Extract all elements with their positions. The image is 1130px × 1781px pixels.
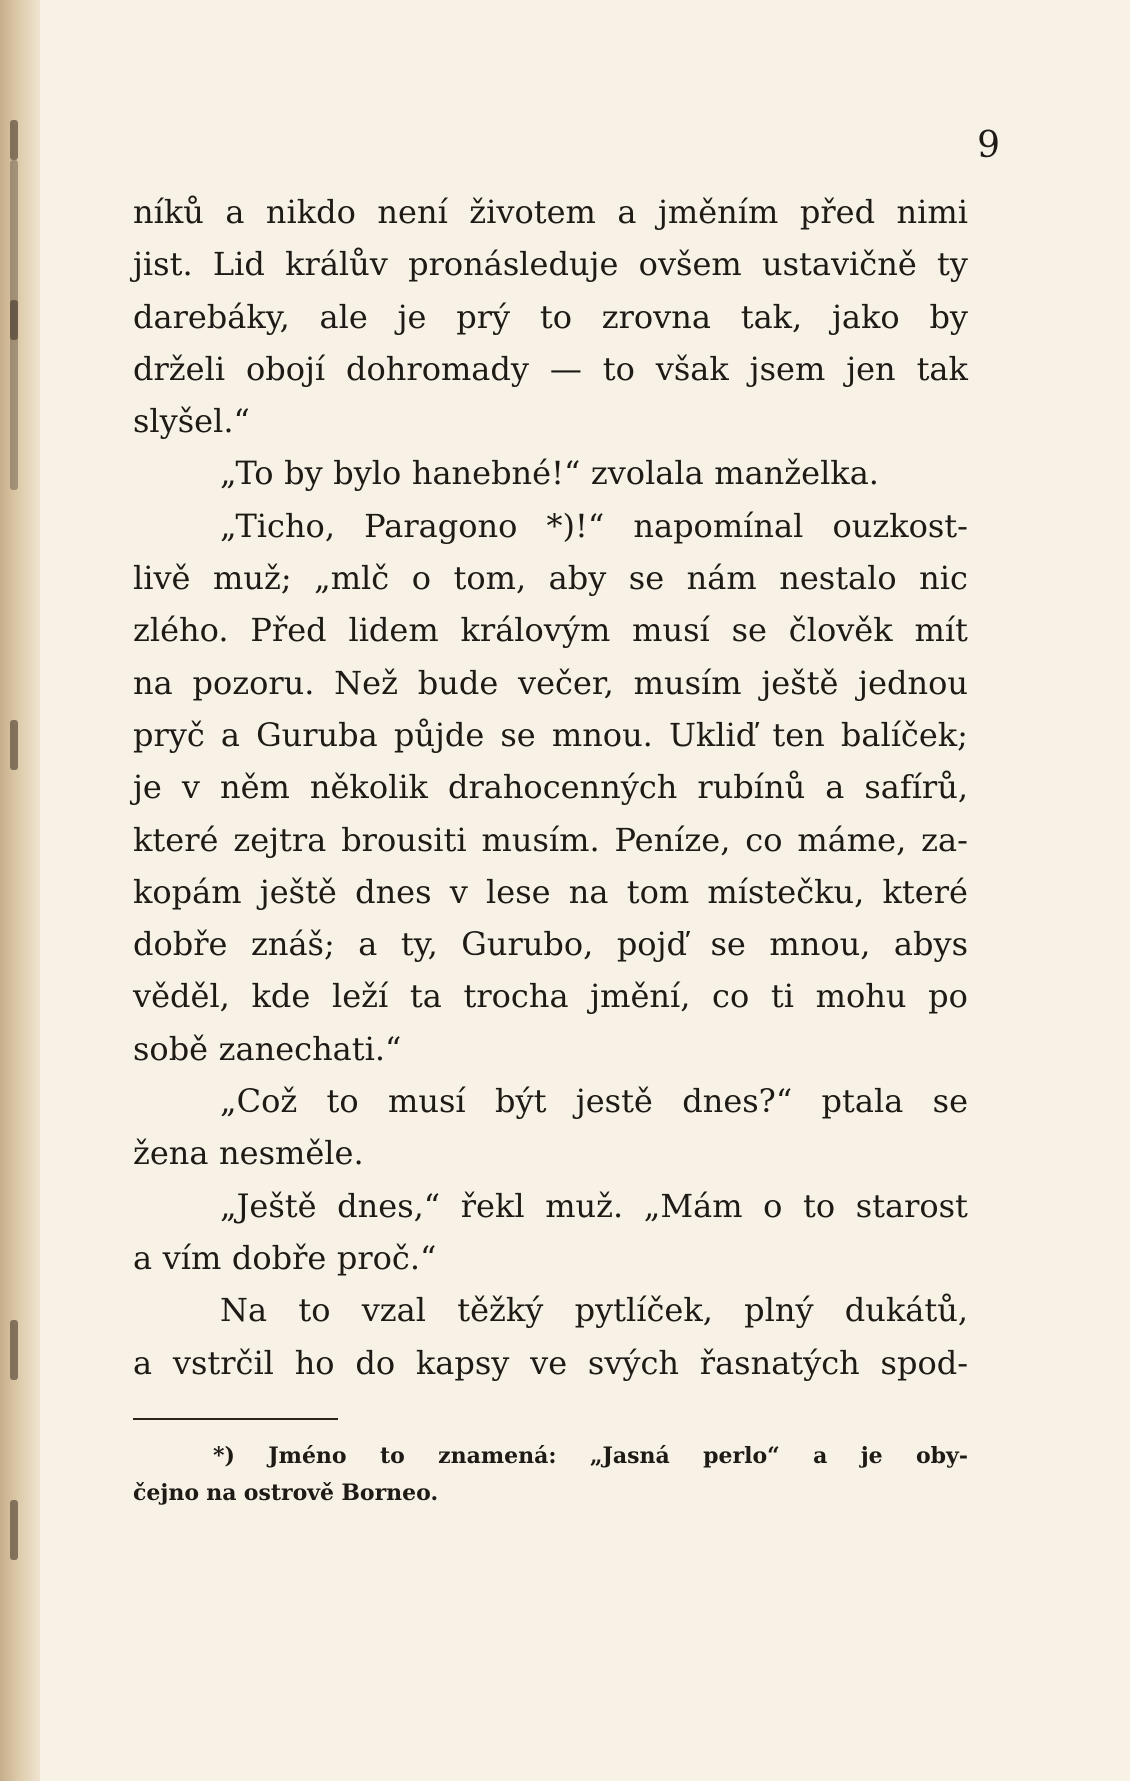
text-line: sobě zanechati.“ xyxy=(133,1029,402,1068)
text-line: níků a nikdo není životem a jměním před nimi xyxy=(133,193,968,231)
binding-mark xyxy=(10,720,18,770)
text-line: darebáky, ale je prý to zrovna tak, jako by xyxy=(133,297,968,336)
page-gutter xyxy=(0,0,40,1781)
text-line: livě muž; „mlč o tom, aby se nám nestalo nic xyxy=(133,559,968,598)
text-line: a vím dobře proč.“ xyxy=(133,1238,437,1277)
footnote-line: *) Jméno to znamená: „Jasná perlo“ a je oby- xyxy=(213,1443,968,1469)
footnote-line: čejno na ostrově Borneo. xyxy=(133,1480,439,1506)
page-number: 9 xyxy=(977,125,1000,166)
text-line: „Ještě dnes,“ řekl muž. „Mám o to starost xyxy=(220,1186,968,1225)
binding-mark xyxy=(10,300,18,340)
text-line: „Což to musí být jestě dnes?“ ptala se xyxy=(220,1082,968,1121)
text-line: „To by bylo hanebné!“ zvolala manželka. xyxy=(220,454,879,493)
text-line: drželi obojí dohromady — to však jsem jen tak xyxy=(133,349,968,388)
text-line: žena nesměle. xyxy=(133,1134,364,1173)
footnote-rule xyxy=(133,1418,338,1420)
text-line: dobře znáš; a ty, Gurubo, pojď se mnou, abys xyxy=(133,925,968,964)
body-text xyxy=(133,186,968,1389)
text-line: je v něm několik drahocenných rubínů a safírů, xyxy=(133,768,968,807)
text-line: zlého. Před lidem královým musí se člověk mít xyxy=(133,611,968,650)
text-line: „Ticho, Paragono *)!“ napomínal ouzkost- xyxy=(220,506,968,545)
footnotes xyxy=(133,1438,968,1512)
text-line: kopám ještě dnes v lese na tom místečku, které xyxy=(133,872,968,911)
binding-mark xyxy=(10,1320,18,1380)
text-line: na pozoru. Než bude večer, musím ještě jednou xyxy=(133,663,968,702)
text-line: pryč a Guruba půjde se mnou. Ukliď ten balíček; xyxy=(133,715,968,754)
text-line: věděl, kde leží ta trocha jmění, co ti mohu po xyxy=(133,977,968,1016)
text-line: jist. Lid králův pronásleduje ovšem ustavičně ty xyxy=(133,245,968,284)
text-line: slyšel.“ xyxy=(133,402,250,441)
binding-mark xyxy=(10,120,18,160)
text-line: Na to vzal těžký pytlíček, plný dukátů, xyxy=(220,1291,968,1330)
text-line: které zejtra brousiti musím. Peníze, co máme, za- xyxy=(133,820,968,859)
text-line: a vstrčil ho do kapsy ve svých řasnatých spod- xyxy=(133,1343,968,1382)
binding-mark xyxy=(10,1500,18,1560)
